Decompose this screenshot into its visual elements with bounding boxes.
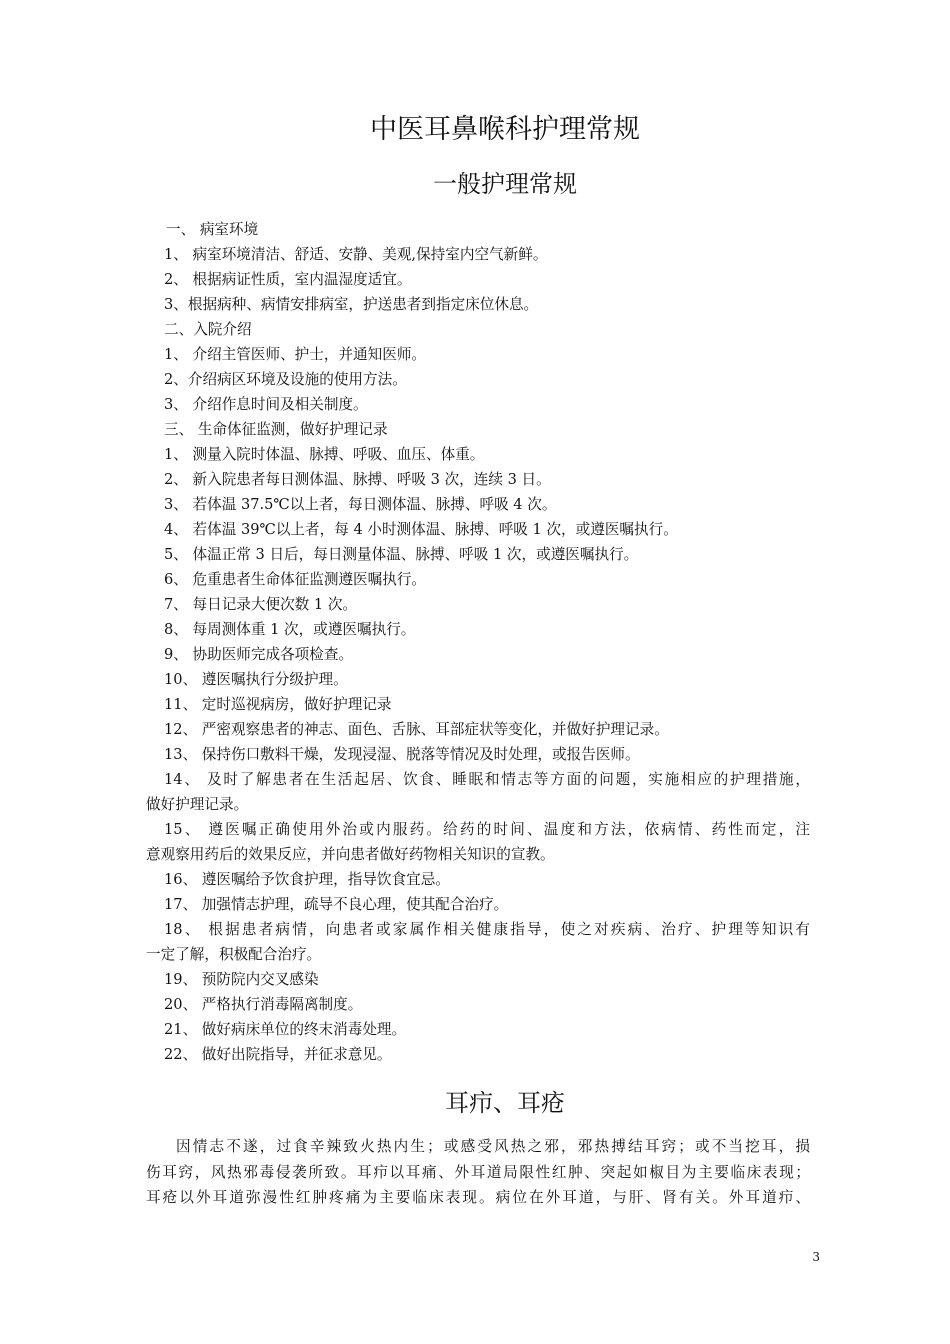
list-item: 2、介绍病区环境及设施的使用方法。 <box>164 371 407 388</box>
list-item: 一、 病室环境 <box>166 221 259 238</box>
list-item: 12、 严密观察患者的神志、面色、舌脉、耳部症状等变化，并做好护理记录。 <box>164 721 669 738</box>
list-item: 1、 测量入院时体温、脉搏、呼吸、血压、体重。 <box>164 446 485 463</box>
list-item: 4、 若体温 39℃以上者，每 4 小时测体温、脉搏、呼吸 1 次，或遵医嘱执行。 <box>164 521 678 538</box>
paragraph-line: 因情志不遂，过食辛辣致火热内生；或感受风热之邪，邪热搏结耳窍；或不当挖耳，损 <box>176 1138 810 1155</box>
list-item: 二、入院介绍 <box>164 321 252 338</box>
list-item-continuation: 一定了解，积极配合治疗。 <box>146 946 322 963</box>
list-item: 10、 遵医嘱执行分级护理。 <box>164 671 348 688</box>
list-item: 17、 加强情志护理，疏导不良心理，使其配合治疗。 <box>164 896 509 913</box>
list-item: 3、 若体温 37.5℃以上者，每日测体温、脉搏、呼吸 4 次。 <box>164 496 557 513</box>
list-item: 8、 每周测体重 1 次，或遵医嘱执行。 <box>164 621 416 638</box>
list-item: 6、 危重患者生命体征监测遵医嘱执行。 <box>164 571 427 588</box>
list-item: 21、 做好病床单位的终末消毒处理。 <box>164 1021 407 1038</box>
list-item: 16、 遵医嘱给予饮食护理，指导饮食宜忌。 <box>164 871 450 888</box>
list-item-continuation: 意观察用药后的效果反应，并向患者做好药物相关知识的宣教。 <box>146 846 555 863</box>
list-item: 2、 根据病证性质，室内温湿度适宜。 <box>164 271 412 288</box>
document-title: 中医耳鼻喉科护理常规 <box>370 114 640 145</box>
list-item: 3、 介绍作息时间及相关制度。 <box>164 396 368 413</box>
list-item: 15、 遵医嘱正确使用外治或内服药。给药的时间、温度和方法，依病情、药性而定，注 <box>164 821 810 838</box>
list-item: 9、 协助医师完成各项检查。 <box>164 646 354 663</box>
list-item: 11、 定时巡视病房，做好护理记录 <box>164 696 392 713</box>
list-item: 三、 生命体征监测，做好护理记录 <box>164 421 388 438</box>
list-item: 3、根据病种、病情安排病室，护送患者到指定床位休息。 <box>164 296 539 313</box>
list-item: 14、 及时了解患者在生活起居、饮食、睡眠和情志等方面的问题，实施相应的护理措施， <box>164 771 810 788</box>
list-item-continuation: 做好护理记录。 <box>146 796 249 813</box>
list-item: 19、 预防院内交叉感染 <box>164 971 319 988</box>
list-item: 18、 根据患者病情，向患者或家属作相关健康指导，使之对疾病、治疗、护理等知识有 <box>164 921 810 938</box>
paragraph-line: 耳疮以外耳道弥漫性红肿疼痛为主要临床表现。病位在外耳道，与肝、肾有关。外耳道疖、 <box>146 1189 810 1206</box>
list-item: 2、 新入院患者每日测体温、脉搏、呼吸 3 次，连续 3 日。 <box>164 471 551 488</box>
list-item: 7、 每日记录大便次数 1 次。 <box>164 596 358 613</box>
section-title-ear-furuncle: 耳疖、耳疮 <box>445 1089 565 1117</box>
list-item: 1、 介绍主管医师、护士，并通知医师。 <box>164 346 427 363</box>
page-number: 3 <box>812 1250 820 1264</box>
list-item: 13、 保持伤口敷料干燥，发现浸湿、脱落等情况及时处理，或报告医师。 <box>164 746 640 763</box>
list-item: 20、 严格执行消毒隔离制度。 <box>164 996 363 1013</box>
section-paragraph <box>146 1134 810 1211</box>
list-item: 5、 体温正常 3 日后，每日测量体温、脉搏、呼吸 1 次，或遵医嘱执行。 <box>164 546 639 563</box>
general-care-list <box>146 217 810 1067</box>
list-item: 22、 做好出院指导，并征求意见。 <box>164 1046 392 1063</box>
section-title-general-care: 一般护理常规 <box>433 170 577 198</box>
paragraph-line: 伤耳窍，风热邪毒侵袭所致。耳疖以耳痛、外耳道局限性红肿、突起如椒目为主要临床表现； <box>146 1163 810 1181</box>
list-item: 1、 病室环境清洁、舒适、安静、美观,保持室内空气新鲜。 <box>164 246 548 263</box>
